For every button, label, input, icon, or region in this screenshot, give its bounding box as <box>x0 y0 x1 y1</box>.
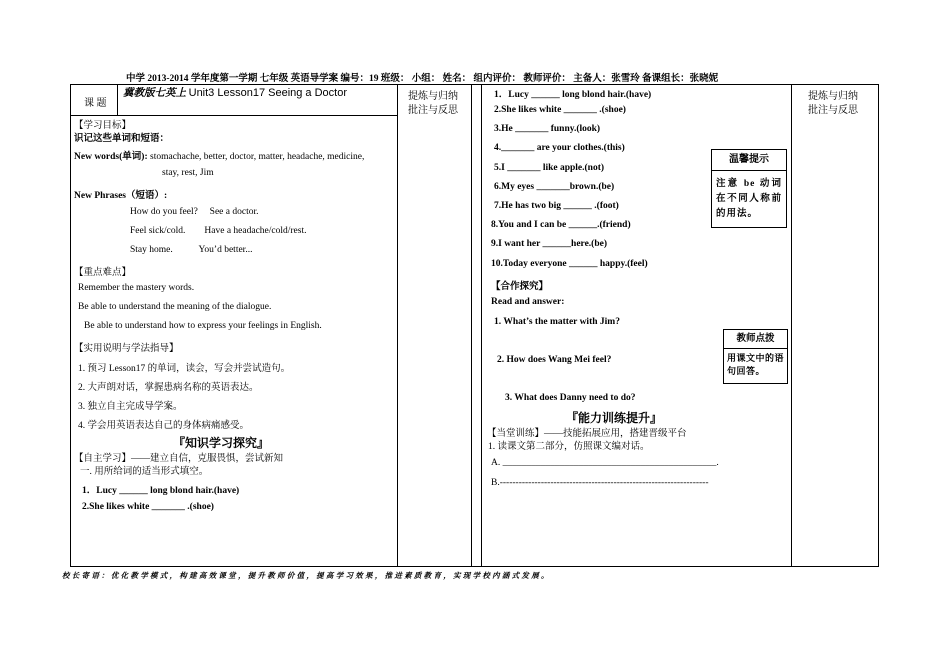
right-question-5: 5.I _______ like apple.(not) <box>494 163 605 173</box>
new-words-list-2: stay, rest, Jim <box>162 168 214 178</box>
new-words-list: stomachache, better, doctor, matter, headache, medicine, <box>150 152 365 162</box>
ability-training-title: 『能力训练提升』 <box>566 411 663 425</box>
key-points-title: 【重点难点】 <box>74 268 132 278</box>
read-answer-label: Read and answer: <box>491 297 565 307</box>
right-question-9: 9.I want her ______here.(be) <box>491 239 608 249</box>
cooperation-title: 【合作探究】 <box>491 282 549 292</box>
class-training-item-1: 1. 读课文第二部分，仿照课文编对话。 <box>488 442 650 452</box>
knowledge-explore-title: 『知识学习探究』 <box>173 436 270 450</box>
tip-box-body: 注意 be 动词在不同人称前的用法。 <box>716 179 782 219</box>
reading-question-2: 2. How does Wang Mei feel? <box>497 355 612 365</box>
key-point-3: Be able to understand how to express your feelings in English. <box>84 321 322 331</box>
notes-header-right: 批注与反思 <box>808 105 858 116</box>
reading-question-3: 3. What does Danny need to do? <box>505 393 636 403</box>
course-label <box>123 85 347 100</box>
right-question-7: 7.He has two big ______ .(foot) <box>494 201 619 211</box>
left-question-2: 2.She likes white _______ .(shoe) <box>82 502 214 512</box>
page-header: 中学 2013-2014 学年度第一学期 七年级 英语导学案 编号：19 班级： 小组： 姓名： 组内评价： 教师评价： 主备人：张雪玲 备课组长：张晓妮 <box>126 74 719 84</box>
guide-item-2: 2. 大声朗对话，掌握患病名称的英语表达。 <box>78 383 259 393</box>
title-row-bottom <box>70 115 398 116</box>
right-question-8: 8.You and I can be ______.(friend) <box>491 220 631 230</box>
class-training-title: 【当堂训练】——技能拓展应用，搭建晋级平台 <box>487 429 687 439</box>
phrase-line-2: Feel sick/cold. Have a headache/cold/rest. <box>130 226 307 236</box>
topic-label: 课 题 <box>84 98 107 109</box>
new-words-line <box>74 148 364 162</box>
right-question-6: 6.My eyes _______brown.(be) <box>494 182 615 192</box>
divider-right-start <box>481 84 482 567</box>
notes-header-left: 批注与反思 <box>408 105 458 116</box>
reading-question-1: 1. What’s the matter with Jim? <box>494 317 620 327</box>
table-bottom-border <box>70 566 879 567</box>
memorize-text: 识记这些单词和短语： <box>74 134 170 144</box>
guide-item-4: 4. 学会用英语表达自己的身体病痛感受。 <box>78 421 250 431</box>
new-words-label: New words(单词): <box>74 152 148 162</box>
title-label-divider <box>117 84 118 115</box>
table-left-border <box>70 84 71 567</box>
self-study-title: 【自主学习】——建立自信，克服畏惧，尝试新知 <box>74 454 284 464</box>
new-phrases-label: New Phrases（短语）: <box>74 191 168 201</box>
summary-header-left: 提炼与归纳 <box>408 91 458 102</box>
key-point-2: Be able to understand the meaning of the dialogue. <box>78 302 272 312</box>
divider-right-notes <box>791 84 792 567</box>
right-question-3: 3.He _______ funny.(look) <box>494 124 601 134</box>
key-point-1: Remember the mastery words. <box>78 283 195 293</box>
dialogue-line-a: A. _____________________________________________. <box>491 458 719 468</box>
left-question-1: 1．Lucy ______ long blond hair.(have) <box>82 486 240 496</box>
course-name: 冀教版七英上 <box>123 88 186 99</box>
phrase-line-1: How do you feel? See a doctor. <box>130 207 259 217</box>
guide-title: 【实用说明与学法指导】 <box>74 344 179 354</box>
guide-item-3: 3. 独立自主完成导学案。 <box>78 402 183 412</box>
objectives-title: 【学习目标】 <box>74 121 132 131</box>
principal-message: 校 长 寄 语 ： 优 化 教 学 模 式 ， 构 建 高 效 课 堂 ， 提 升 教 师 价 值 ， 提 高 学 习 效 果 ， 推 进 素 质 教 育 ， 实 现 学 校 内 涵 式 发 展 。 <box>62 571 549 580</box>
right-question-4: 4._______ are your clothes.(this) <box>494 143 625 153</box>
tip-box <box>711 149 787 228</box>
right-question-1: 1．Lucy ______ long blond hair.(have) <box>494 90 652 100</box>
right-question-2: 2.She likes white _______ .(shoe) <box>494 105 626 115</box>
table-right-border <box>878 84 879 567</box>
guide-item-1: 1. 预习 Lesson17 的单词，读会，写会并尝试造句。 <box>78 364 291 374</box>
fill-instruction: 一. 用所给词的适当形式填空。 <box>80 467 209 477</box>
divider-left-notes <box>471 84 472 567</box>
summary-header-right: 提炼与归纳 <box>808 91 858 102</box>
teacher-tip-box <box>723 329 788 384</box>
dialogue-line-b: B.------------------------------------------------------------------ <box>491 478 709 488</box>
lesson-title: Unit3 Lesson17 Seeing a Doctor <box>188 87 348 99</box>
divider-left-main <box>397 84 398 567</box>
teacher-tip-title: 教师点拨 <box>724 330 787 349</box>
phrase-line-3: Stay home. You’d better... <box>130 245 253 255</box>
right-question-10: 10.Today everyone ______ happy.(feel) <box>491 259 648 269</box>
teacher-tip-body: 用课文中的语句回答。 <box>727 353 785 376</box>
tip-box-title: 温馨提示 <box>712 150 786 171</box>
